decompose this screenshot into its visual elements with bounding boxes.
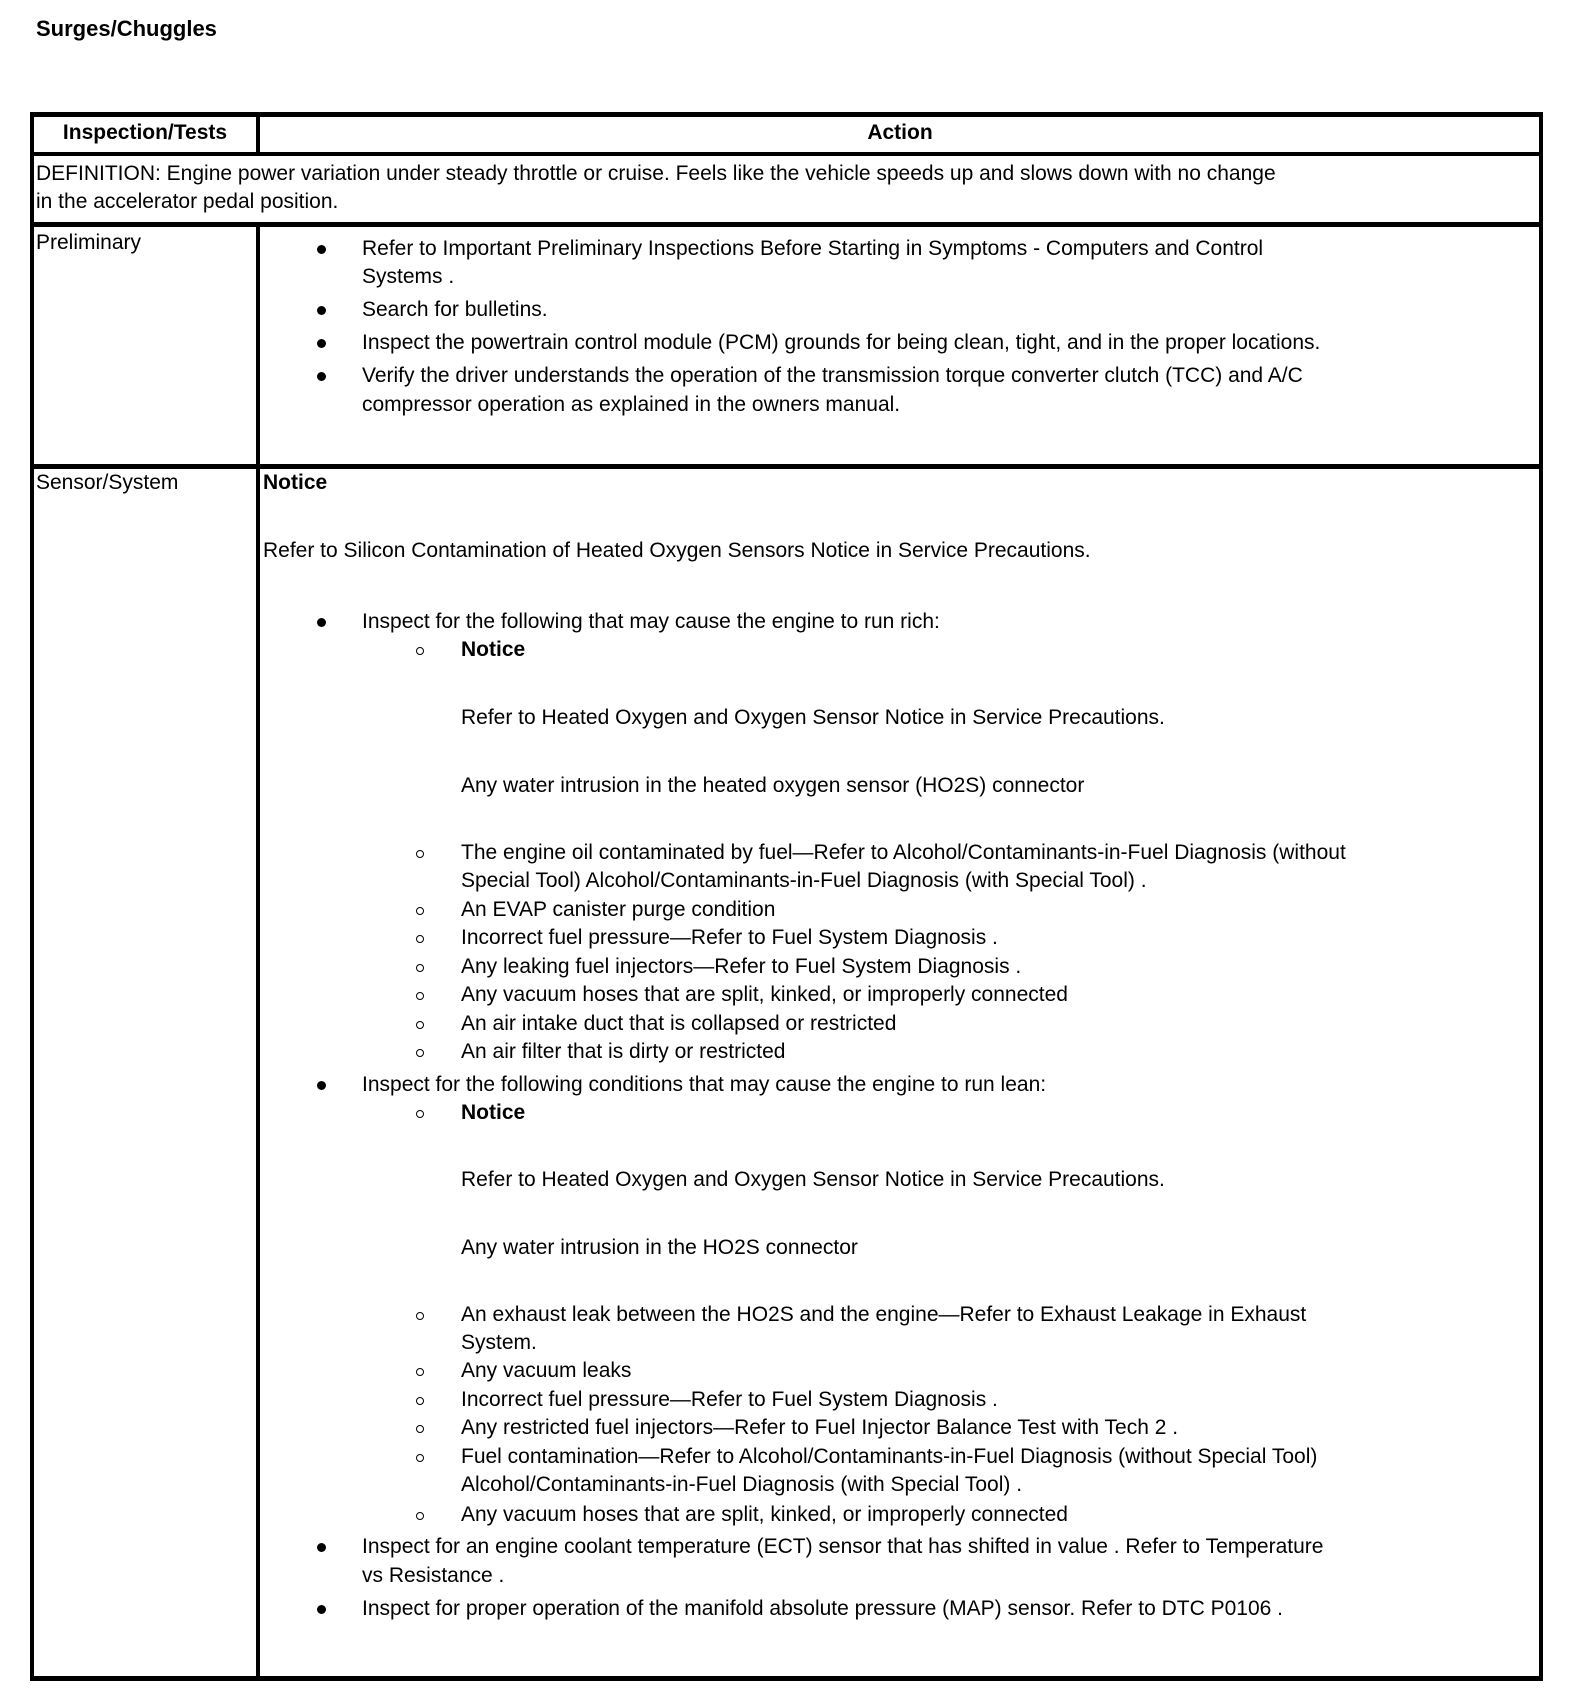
list-item-ect: Inspect for an engine coolant temperature (ECT) sensor that has shifted in value . Refer to Temperature (362, 1535, 1324, 1558)
sub-bullet-icon (416, 1049, 424, 1057)
bullet-icon (317, 618, 326, 627)
sub-item: Incorrect fuel pressure—Refer to Fuel System Diagnosis . (461, 926, 998, 949)
table-border-left (30, 112, 34, 1681)
sub-notice-heading: Notice (461, 1101, 526, 1124)
notice-heading: Notice (263, 471, 328, 494)
sub-bullet-icon (416, 1425, 424, 1433)
list-item-continuation: vs Resistance . (362, 1564, 505, 1587)
definition-line-2: in the accelerator pedal position. (36, 190, 339, 213)
sub-bullet-icon (416, 1454, 424, 1462)
column-divider-body (256, 224, 260, 1680)
bullet-icon (317, 1081, 326, 1090)
list-item-rich: Inspect for the following that may cause the engine to run rich: (362, 610, 940, 633)
sub-item-continuation: Alcohol/Contaminants-in-Fuel Diagnosis (with Special Tool) . (461, 1473, 1023, 1496)
header-action: Action (867, 121, 933, 144)
sub-bullet-icon (416, 1368, 424, 1376)
sub-item: An exhaust leak between the HO2S and the engine—Refer to Exhaust Leakage in Exhaust (461, 1303, 1307, 1326)
sub-item: An EVAP canister purge condition (461, 898, 776, 921)
sub-notice-heading: Notice (461, 638, 526, 661)
sub-item-continuation: System. (461, 1331, 537, 1354)
list-item-map: Inspect for proper operation of the manifold absolute pressure (MAP) sensor. Refer to DTC P0106 . (362, 1597, 1283, 1620)
sub-bullet-icon (416, 992, 424, 1000)
notice-text: Refer to Silicon Contamination of Heated Oxygen Sensors Notice in Service Precautions. (263, 539, 1091, 562)
list-item-lean: Inspect for the following conditions that may cause the engine to run lean: (362, 1073, 1047, 1096)
bullet-icon (317, 306, 326, 315)
sub-item-continuation: Special Tool) Alcohol/Contaminants-in-Fuel Diagnosis (with Special Tool) . (461, 869, 1147, 892)
sub-item: Fuel contamination—Refer to Alcohol/Contaminants-in-Fuel Diagnosis (without Special Tool) (461, 1445, 1318, 1468)
sub-bullet-icon (416, 935, 424, 943)
header-inspection-tests: Inspection/Tests (62, 121, 228, 144)
bullet-icon (317, 372, 326, 381)
sub-item: Any vacuum hoses that are split, kinked, or improperly connected (461, 1503, 1068, 1526)
sub-item: Any leaking fuel injectors—Refer to Fuel System Diagnosis . (461, 955, 1022, 978)
sub-item: The engine oil contaminated by fuel—Refer to Alcohol/Contaminants-in-Fuel Diagnosis (without (461, 841, 1346, 864)
page-title: Surges/Chuggles (36, 16, 217, 41)
list-item-continuation: compressor operation as explained in the owners manual. (362, 393, 901, 416)
sub-bullet-icon (416, 850, 424, 858)
sub-notice-text: Refer to Heated Oxygen and Oxygen Sensor Notice in Service Precautions. (461, 1168, 1165, 1191)
sub-bullet-icon (416, 907, 424, 915)
definition-line-1: DEFINITION: Engine power variation under steady throttle or cruise. Feels like the vehicle speeds up and slows down with no change (36, 162, 1276, 185)
list-item: Inspect the powertrain control module (PCM) grounds for being clean, tight, and in the proper locations. (362, 331, 1321, 354)
sub-bullet-icon (416, 964, 424, 972)
sub-bullet-icon (416, 1512, 424, 1520)
sub-item: Any vacuum leaks (461, 1359, 632, 1382)
bullet-icon (317, 339, 326, 348)
table-border-right (1539, 112, 1543, 1681)
sub-item: Any restricted fuel injectors—Refer to Fuel Injector Balance Test with Tech 2 . (461, 1416, 1179, 1439)
sub-bullet-icon (416, 647, 424, 655)
sub-notice-text: Refer to Heated Oxygen and Oxygen Sensor Notice in Service Precautions. (461, 706, 1165, 729)
list-item-continuation: Systems . (362, 265, 455, 288)
row-label-preliminary: Preliminary (36, 231, 142, 254)
list-item: Search for bulletins. (362, 298, 548, 321)
list-item: Refer to Important Preliminary Inspections Before Starting in Symptoms - Computers and Control (362, 237, 1264, 260)
sub-item: An air filter that is dirty or restricted (461, 1040, 786, 1063)
bullet-icon (317, 1605, 326, 1614)
sub-bullet-icon (416, 1397, 424, 1405)
row-label-sensor-system: Sensor/System (36, 471, 179, 494)
sub-bullet-icon (416, 1110, 424, 1118)
sub-bullet-icon (416, 1021, 424, 1029)
bullet-icon (317, 1543, 326, 1552)
sub-bullet-icon (416, 1312, 424, 1320)
sub-item: An air intake duct that is collapsed or restricted (461, 1012, 897, 1035)
sub-item: Any vacuum hoses that are split, kinked, or improperly connected (461, 983, 1068, 1006)
sub-item: Incorrect fuel pressure—Refer to Fuel System Diagnosis . (461, 1388, 998, 1411)
list-item: Verify the driver understands the operation of the transmission torque converter clutch (TCC) and A/C (362, 364, 1303, 387)
sub-notice-extra: Any water intrusion in the HO2S connector (461, 1236, 858, 1259)
bullet-icon (317, 245, 326, 254)
sub-notice-extra: Any water intrusion in the heated oxygen sensor (HO2S) connector (461, 774, 1085, 797)
